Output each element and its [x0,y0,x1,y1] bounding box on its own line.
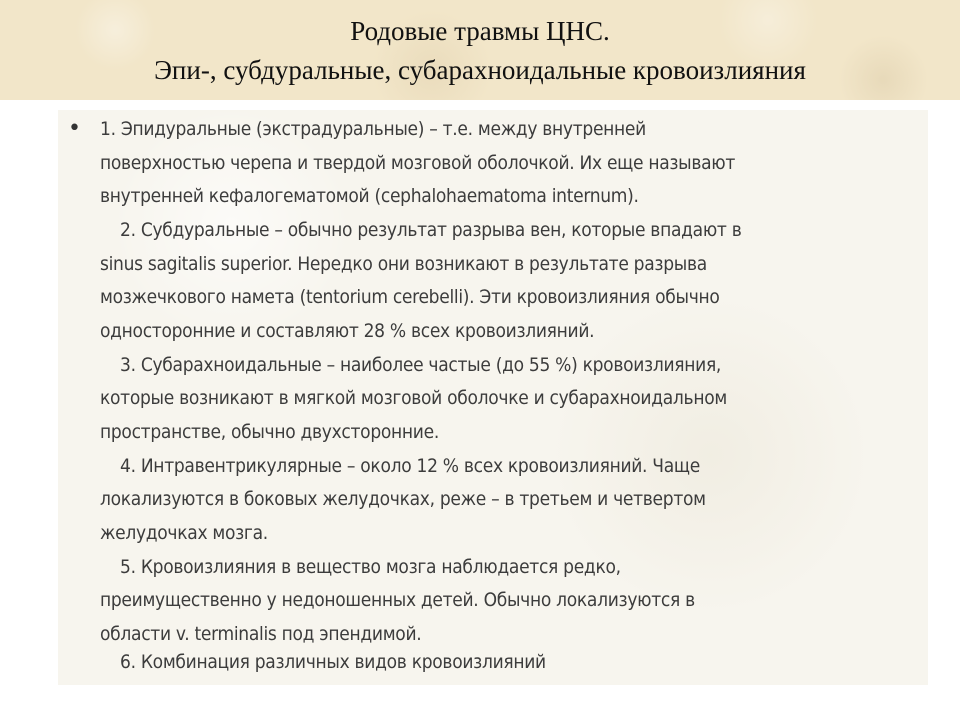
title-band [0,0,960,100]
slide-title: Родовые травмы ЦНС. [350,16,610,46]
text-line: которые возникают в мягкой мозговой оболочке и субарахноидальном [100,387,727,409]
text-line: преимущественно у недоношенных детей. Обычно локализуются в [100,589,695,611]
text-line: внутренней кефалогематомой (cephalohaematoma internum). [100,185,639,207]
slide-subtitle: Эпи-, субдуральные, субарахноидальные кровоизлияния [154,55,806,85]
text-line: желудочках мозга. [100,522,268,544]
content-image [58,110,928,685]
text-line: 3. Субарахноидальные – наиболее частые (до 55 %) кровоизлияния, [120,354,722,376]
text-line: 5. Кровоизлияния в вещество мозга наблюдается редко, [120,556,621,578]
text-line: 6. Комбинация различных видов кровоизлияний [120,651,546,673]
text-line: 1. Эпидуральные (экстрадуральные) – т.е. между внутренней [100,118,646,140]
text-line: области v. terminalis под эпендимой. [100,623,422,645]
bullet-marker: • [68,116,81,141]
text-line: sinus sagitalis superior. Нередко они возникают в результате разрыва [100,253,707,275]
text-line: мозжечкового намета (tentorium cerebelli). Эти кровоизлияния обычно [100,286,720,308]
text-line: 4. Интравентрикулярные – около 12 % всех кровоизлияний. Чаще [120,455,700,477]
text-line: односторонние и составляют 28 % всех кровоизлияний. [100,320,595,342]
text-line: локализуются в боковых желудочках, реже – в третьем и четвертом [100,488,706,510]
text-line: пространстве, обычно двухсторонние. [100,421,439,443]
text-line: поверхностью черепа и твердой мозговой оболочкой. Их еще называют [100,152,736,174]
text-line: 2. Субдуральные – обычно результат разрыва вен, которые впадают в [120,219,742,241]
